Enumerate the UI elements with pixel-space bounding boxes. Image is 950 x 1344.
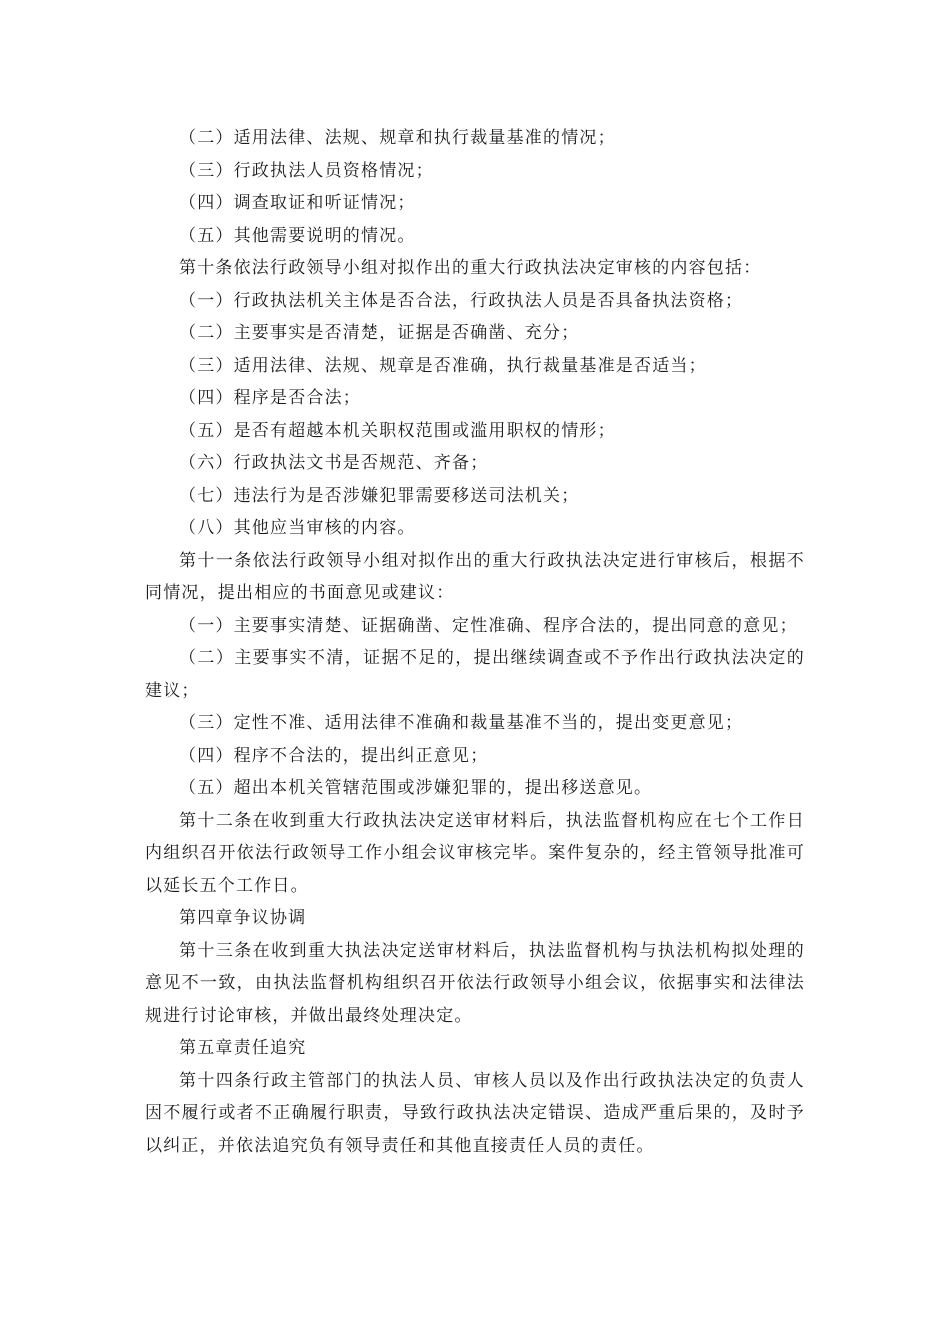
article-11-item-5: （五）超出本机关管辖范围或涉嫌犯罪的，提出移送意见。: [179, 778, 653, 798]
article-11-item-1: （一）主要事实清楚、证据确凿、定性准确、程序合法的，提出同意的意见；: [179, 615, 798, 636]
article-11: 第十一条依法行政领导小组对拟作出的重大行政执法决定进行审核后，根据不同情况，提出相应的书面意见或建议：: [145, 550, 805, 603]
chapter-5-heading: 第五章责任追究: [179, 1038, 307, 1058]
chapter-4-heading: 第四章争议协调: [179, 908, 307, 928]
article-11-item-3: （三）定性不准、适用法律不准确和裁量基准不当的，提出变更意见；: [179, 713, 744, 733]
article-13: 第十三条在收到重大执法决定送审材料后，执法监督机构与执法机构拟处理的意见不一致，由执法监督机构组织召开依法行政领导小组会议，依据事实和法律法规进行讨论审核，并做出最终处理决定。: [145, 940, 805, 1026]
article-11-item-4: （四）程序不合法的，提出纠正意见；: [179, 745, 489, 766]
paragraph-item-2-applicable-law: （二）适用法律、法规、规章和执行裁量基准的情况；: [179, 128, 616, 148]
article-11-item-2: （二）主要事实不清，证据不足的，提出继续调查或不予作出行政执法决定的建议；: [145, 648, 805, 701]
article-14: 第十四条行政主管部门的执法人员、审核人员以及作出行政执法决定的负责人因不履行或者不正确履行职责，导致行政执法决定错误、造成严重后果的，及时予以纠正，并依法追究负有领导责任和其他直接责任人员的责任。: [145, 1070, 805, 1156]
article-10-item-5: （五）是否有超越本机关职权范围或滥用职权的情形；: [179, 420, 616, 441]
article-10-item-6: （六）行政执法文书是否规范、齐备；: [179, 453, 489, 473]
article-12: 第十二条在收到重大行政执法决定送审材料后，执法监督机构应在七个工作日内组织召开依法行政领导工作小组会议审核完毕。案件复杂的，经主管领导批准可以延长五个工作日。: [145, 810, 805, 896]
paragraph-item-5-other: （五）其他需要说明的情况。: [179, 225, 416, 246]
article-10-item-4: （四）程序是否合法；: [179, 388, 361, 408]
article-10-item-3: （三）适用法律、法规、规章是否准确，执行裁量基准是否适当；: [179, 355, 707, 376]
paragraph-item-4-investigation: （四）调查取证和听证情况；: [179, 193, 416, 213]
article-10: 第十条依法行政领导小组对拟作出的重大行政执法决定审核的内容包括：: [179, 258, 762, 278]
article-10-item-7: （七）违法行为是否涉嫌犯罪需要移送司法机关；: [179, 485, 580, 506]
article-10-item-2: （二）主要事实是否清楚，证据是否确凿、充分；: [179, 323, 580, 343]
document-body: [145, 122, 805, 1162]
article-10-item-8: （八）其他应当审核的内容。: [179, 518, 416, 538]
article-10-item-1: （一）行政执法机关主体是否合法，行政执法人员是否具备执法资格；: [179, 290, 744, 311]
paragraph-item-3-staff-qualification: （三）行政执法人员资格情况；: [179, 160, 434, 181]
